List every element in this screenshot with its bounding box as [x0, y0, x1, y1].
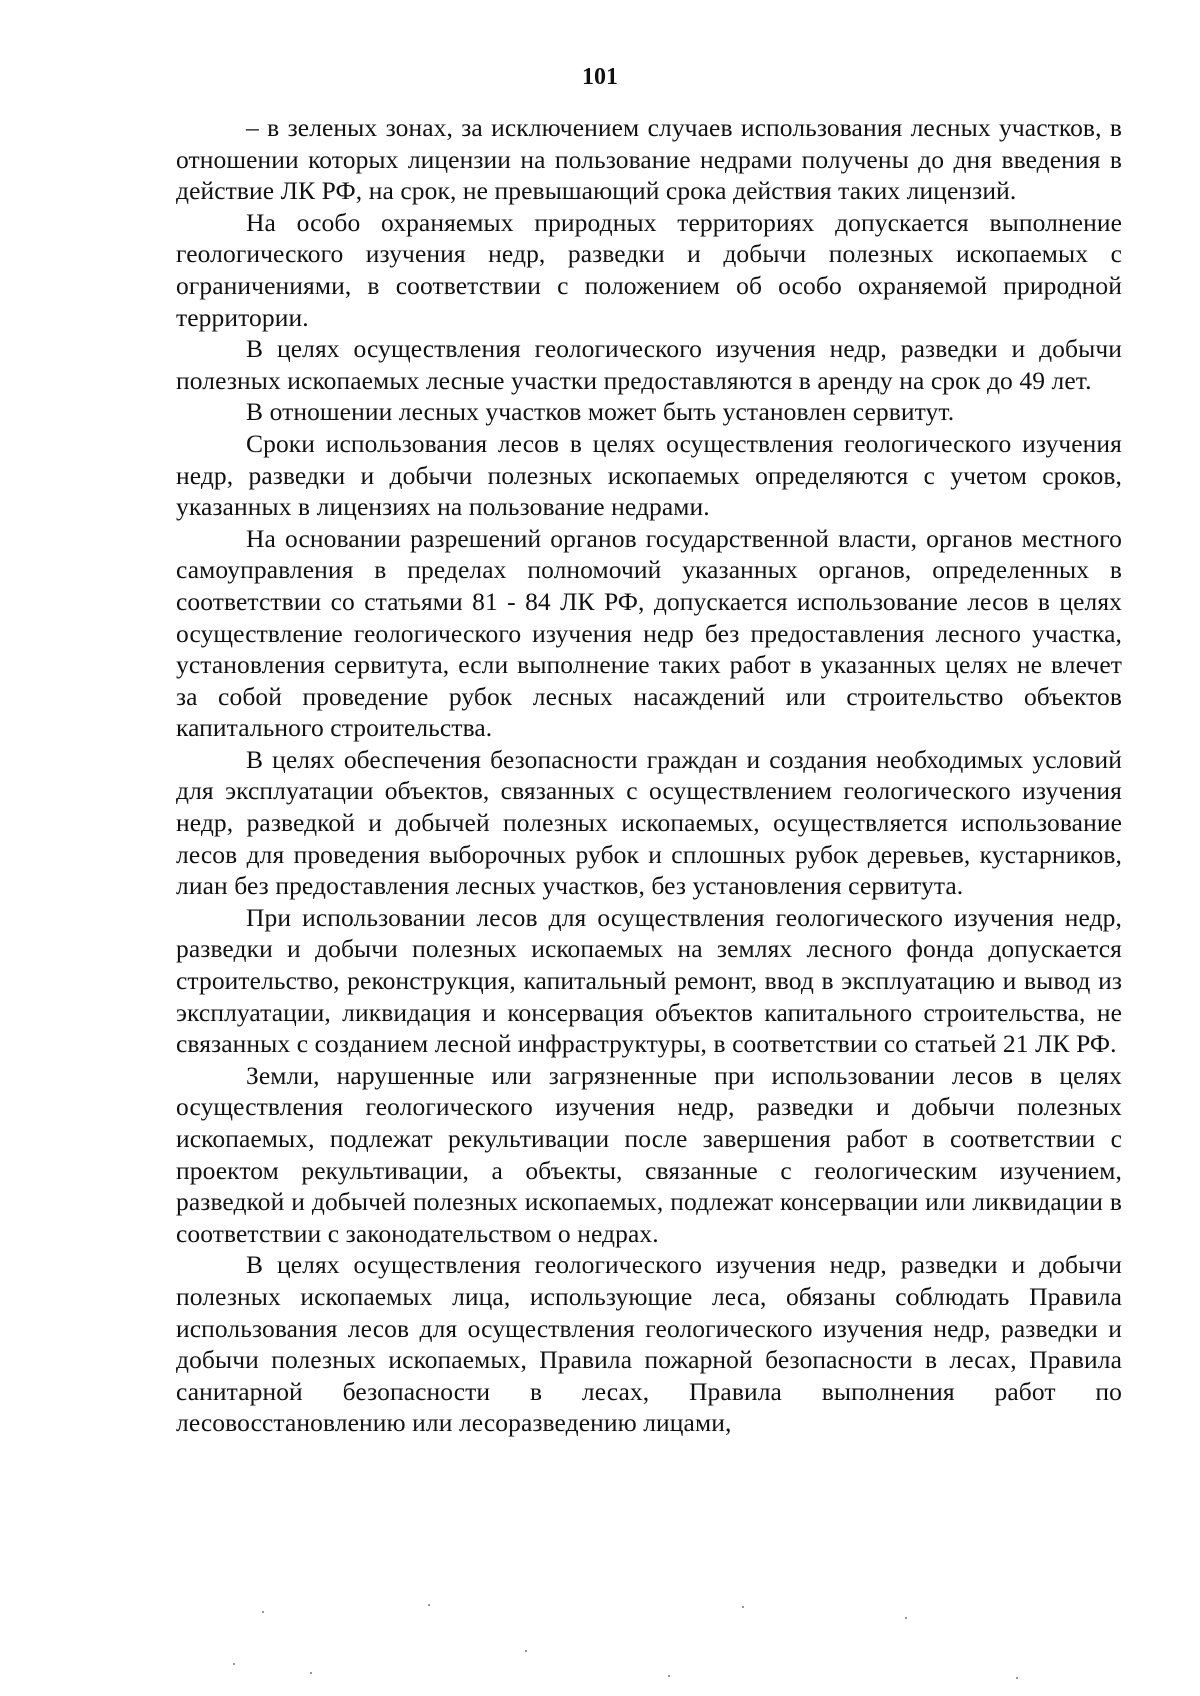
- scan-speck: [310, 1672, 312, 1674]
- scan-speck: [262, 1611, 264, 1613]
- paragraph: Сроки использования лесов в целях осуществления геологического изучения недр, разведки и добычи полезных ископаемых определяются с учетом сроков, указанных в лицензиях на пользование недрами.: [176, 428, 1122, 522]
- paragraph: В отношении лесных участков может быть установлен сервитут.: [246, 397, 955, 427]
- scan-speck: [742, 1606, 744, 1608]
- scan-speck: [1016, 1677, 1018, 1679]
- page-number: 101: [582, 64, 618, 90]
- scan-speck: [525, 1650, 527, 1652]
- paragraph: В целях обеспечения безопасности граждан и создания необходимых условий для эксплуатации объектов, связанных с осуществлением геологического изучения недр, разведкой и добычей полезных ископаемых, осуществляется использование лесов для проведения выборочных рубок и сплошных рубок деревьев, кустарников, лиан без предоставления лесных участков, без установления сервитута.: [176, 744, 1122, 901]
- scan-speck: [428, 1604, 430, 1606]
- paragraph: – в зеленых зонах, за исключением случаев использования лесных участков, в отношении которых лицензии на пользование недрами получены до дня введения в действие ЛК РФ, на срок, не превышающий срока действия таких лицензий.: [176, 113, 1122, 206]
- paragraph: На особо охраняемых природных территориях допускается выполнение геологического изучения недр, разведки и добычи полезных ископаемых с ограничениями, в соответствии с положением об особо охраняемой природной территории.: [176, 207, 1122, 332]
- scan-speck: [233, 1663, 235, 1665]
- paragraph: При использовании лесов для осуществления геологического изучения недр, разведки и добычи полезных ископаемых на землях лесного фонда допускается строительство, реконструкция, капитальный ремонт, ввод в эксплуатацию и вывод из эксплуатации, ликвидация и консервация объектов капитального строительства, не связанных с созданием лесной инфраструктуры, в соответствии со статьей 21 ЛК РФ.: [176, 902, 1122, 1059]
- scan-speck: [668, 1675, 670, 1677]
- paragraph: В целях осуществления геологического изучения недр, разведки и добычи полезных ископаемых лица, использующие леса, обязаны соблюдать Правила использования лесов для осуществления геологического изучения недр, разведки и добычи полезных ископаемых, Правила пожарной безопасности в лесах, Правила санитарной безопасности в лесах, Правила выполнения работ по лесовосстановлению или лесоразведению лицами,: [176, 1250, 1122, 1438]
- paragraph: В целях осуществления геологического изучения недр, разведки и добычи полезных ископаемых лесные участки предоставляются в аренду на срок до 49 лет.: [176, 334, 1122, 395]
- paragraph: Земли, нарушенные или загрязненные при использовании лесов в целях осуществления геологического изучения недр, разведки и добычи полезных ископаемых, подлежат рекультивации после завершения работ в соответствии с проектом рекультивации, а объекты, связанные с геологическим изучением, разведкой и добычей полезных ископаемых, подлежат консервации или ликвидации в соответствии с законодательством о недрах.: [176, 1060, 1122, 1248]
- paragraph: На основании разрешений органов государственной власти, органов местного самоуправления в пределах полномочий указанных органов, определенных в соответствии со статьями 81 - 84 ЛК РФ, допускается использование лесов в целях осуществление геологического изучения недр без предоставления лесного участка, установления сервитута, если выполнение таких работ в указанных целях не влечет за собой проведение рубок лесных насаждений или строительство объектов капитального строительства.: [176, 523, 1122, 743]
- scan-speck: [905, 1617, 907, 1619]
- document-body: [176, 112, 1122, 1439]
